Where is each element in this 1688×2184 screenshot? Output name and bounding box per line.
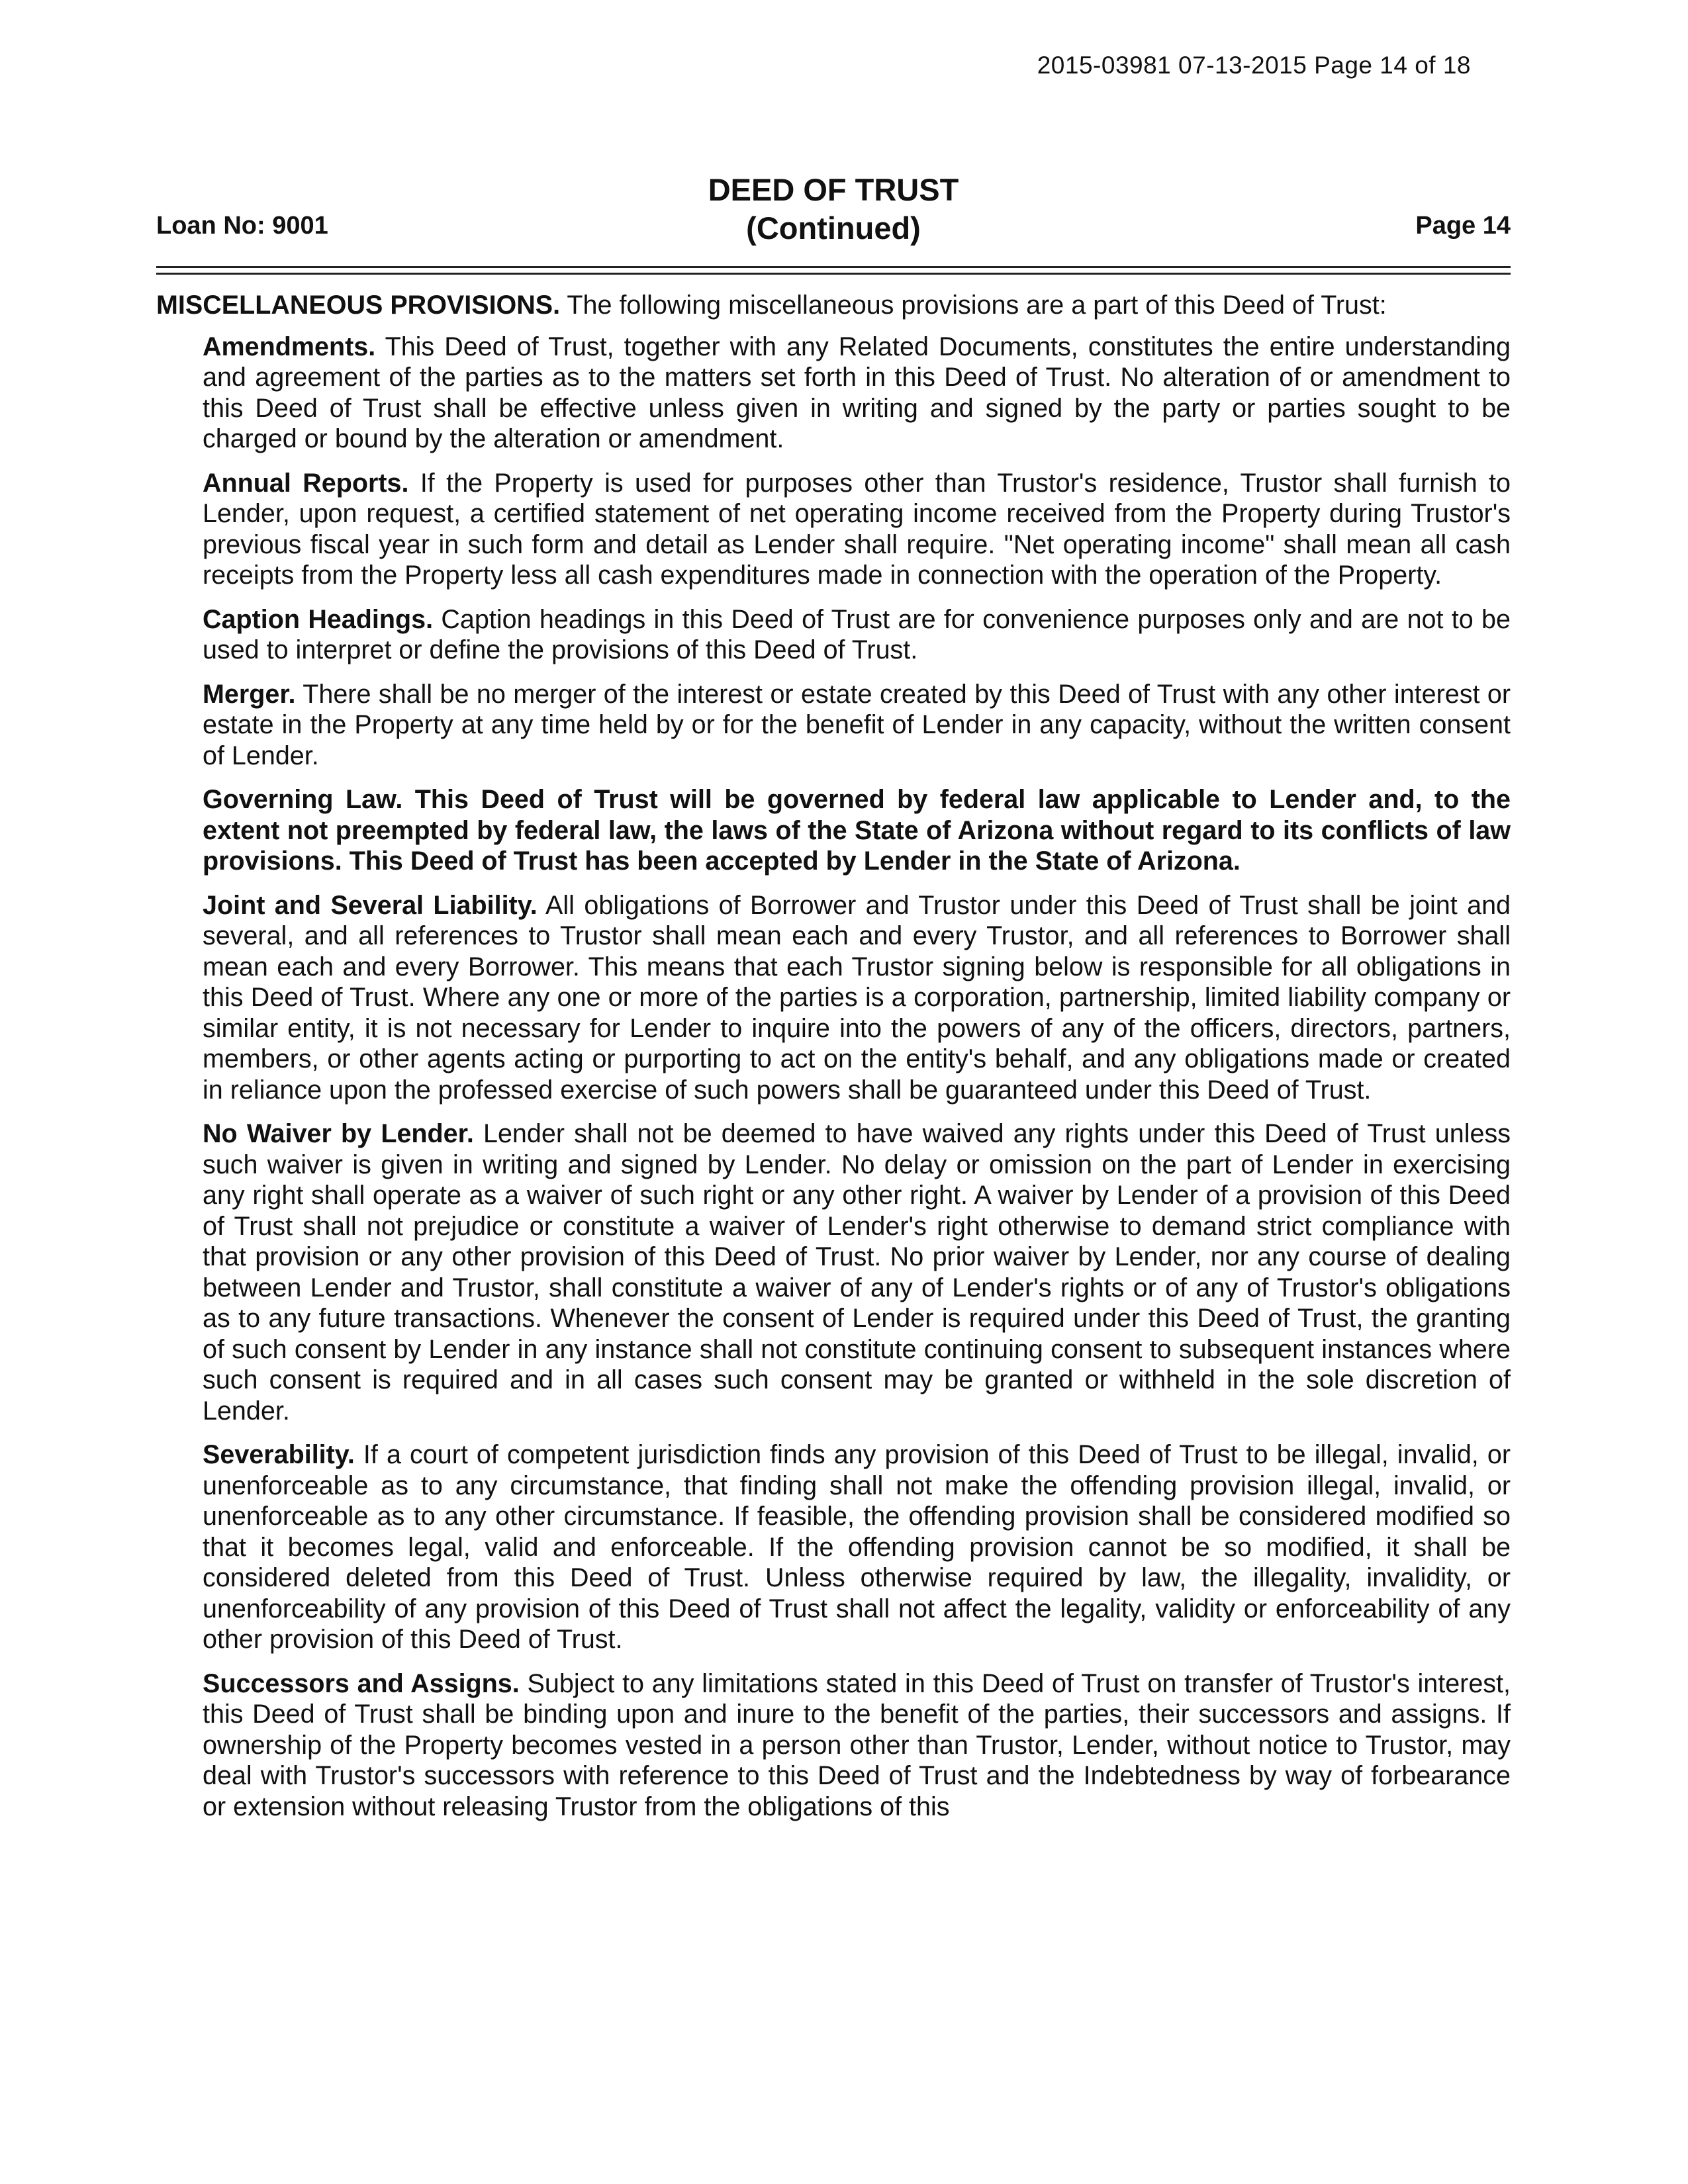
section-text: There shall be no merger of the interest or estate created by this Deed of Trust with any other interest or estate in the Property at any time held by or for the benefit of Lender in any capacity, without the written consent of Lender. [203, 679, 1511, 770]
section-severability [203, 1439, 1511, 1655]
section-text: If the Property is used for purposes other than Trustor's residence, Trustor shall furnish to Lender, upon request, a certified statement of net operating income received from the Property during Trustor's previous fiscal year in such form and detail as Lender shall require. "Net operating income" shall mean all cash receipts from the Property less all cash expenditures made in connection with the operation of the Property. [203, 468, 1511, 590]
document-header [156, 171, 1511, 250]
header-rule-top [156, 266, 1511, 268]
document-body [156, 290, 1511, 1835]
section-caption-headings [203, 604, 1511, 666]
section-text: If a court of competent jurisdiction finds any provision of this Deed of Trust to be illegal, invalid, or unenforceable as to any circumstance, that finding shall not make the offending provision illegal, invalid, or unenforceable as to any other circumstance. If feasible, the offending provision shall be considered modified so that it becomes legal, valid and enforceable. If the offending provision cannot be so modified, it shall be considered deleted from this Deed of Trust. Unless otherwise required by law, the illegality, invalidity, or unenforceability of any provision of this Deed of Trust shall not affect the legality, validity or enforceability of any other provision of this Deed of Trust. [203, 1440, 1511, 1654]
loan-number: Loan No: 9001 [156, 212, 328, 240]
section-merger [203, 679, 1511, 772]
page-number-label: Page 14 [1415, 212, 1511, 240]
document-title-block [156, 171, 1511, 248]
section-heading: Merger. [203, 679, 296, 709]
section-heading: Successors and Assigns. [203, 1668, 520, 1698]
miscellaneous-provisions-intro [156, 290, 1511, 321]
section-heading: Governing Law. [203, 785, 403, 814]
document-subtitle: (Continued) [746, 210, 921, 246]
section-text: Subject to any limitations stated in this Deed of Trust on transfer of Trustor's interest, this Deed of Trust shall be binding upon and inure to the benefit of the parties, their successors and assigns. If ownership of the Property becomes vested in a person other than Trustor, Lender, without notice to Trustor, may deal with Trustor's successors with reference to this Deed of Trust and the Indebtedness by way of forbearance or extension without releasing Trustor from the obligations of this [203, 1668, 1511, 1821]
section-text: This Deed of Trust, together with any Related Documents, constitutes the entire understanding and agreement of the parties as to the matters set forth in this Deed of Trust. No alteration of or amendment to this Deed of Trust shall be effective unless given in writing and signed by the party or parties sought to be charged or bound by the alteration or amendment. [203, 332, 1511, 453]
intro-text: The following miscellaneous provisions are a part of this Deed of Trust: [567, 291, 1387, 320]
section-text: Lender shall not be deemed to have waived any rights under this Deed of Trust unless such waiver is given in writing and signed by Lender. No delay or omission on the part of Lender in exercising any right shall operate as a waiver of such right or any other right. A waiver by Lender of a provision of this Deed of Trust shall not prejudice or constitute a waiver of Lender's right otherwise to demand strict compliance with that provision or any other provision of this Deed of Trust. No prior waiver by Lender, nor any course of dealing between Lender and Trustor, shall constitute a waiver of any of Lender's rights or of any of Trustor's obligations as to any future transactions. Whenever the consent of Lender is required under this Deed of Trust, the granting of such consent by Lender in any instance shall not constitute continuing consent to subsequent instances where such consent is required and in all cases such consent may be granted or withheld in the sole discretion of Lender. [203, 1119, 1511, 1426]
section-heading: Severability. [203, 1440, 355, 1469]
document-title: DEED OF TRUST [708, 172, 959, 207]
section-amendments [203, 332, 1511, 455]
section-text: This Deed of Trust will be governed by federal law applicable to Lender and, to the extent not preempted by federal law, the laws of the State of Arizona without regard to its conflicts of law provisions. This Deed of Trust has been accepted by Lender in the State of Arizona. [203, 785, 1511, 876]
section-heading: Caption Headings. [203, 604, 434, 634]
header-rule-bottom [156, 273, 1511, 275]
section-no-waiver-by-lender [203, 1118, 1511, 1426]
section-annual-reports [203, 468, 1511, 591]
recording-stamp: 2015-03981 07-13-2015 Page 14 of 18 [1037, 52, 1471, 79]
section-heading: Annual Reports. [203, 468, 409, 498]
section-successors-and-assigns [203, 1668, 1511, 1823]
intro-heading: MISCELLANEOUS PROVISIONS. [156, 291, 561, 320]
section-text: All obligations of Borrower and Trustor under this Deed of Trust shall be joint and several, and all references to Trustor shall mean each and every Trustor, and all references to Borrower shall mean each and every Borrower. This means that each Trustor signing below is responsible for all obligations in this Deed of Trust. Where any one or more of the parties is a corporation, partnership, limited liability company or similar entity, it is not necessary for Lender to inquire into the powers of any of the officers, directors, partners, members, or other agents acting or purporting to act on the entity's behalf, and any obligations made or created in reliance upon the professed exercise of such powers shall be guaranteed under this Deed of Trust. [203, 890, 1511, 1105]
section-heading: Amendments. [203, 332, 376, 361]
section-governing-law [203, 784, 1511, 877]
section-heading: Joint and Several Liability. [203, 890, 538, 920]
section-heading: No Waiver by Lender. [203, 1119, 474, 1148]
section-text: Caption headings in this Deed of Trust are for convenience purposes only and are not to be used to interpret or define the provisions of this Deed of Trust. [203, 604, 1511, 664]
section-joint-and-several-liability [203, 890, 1511, 1106]
